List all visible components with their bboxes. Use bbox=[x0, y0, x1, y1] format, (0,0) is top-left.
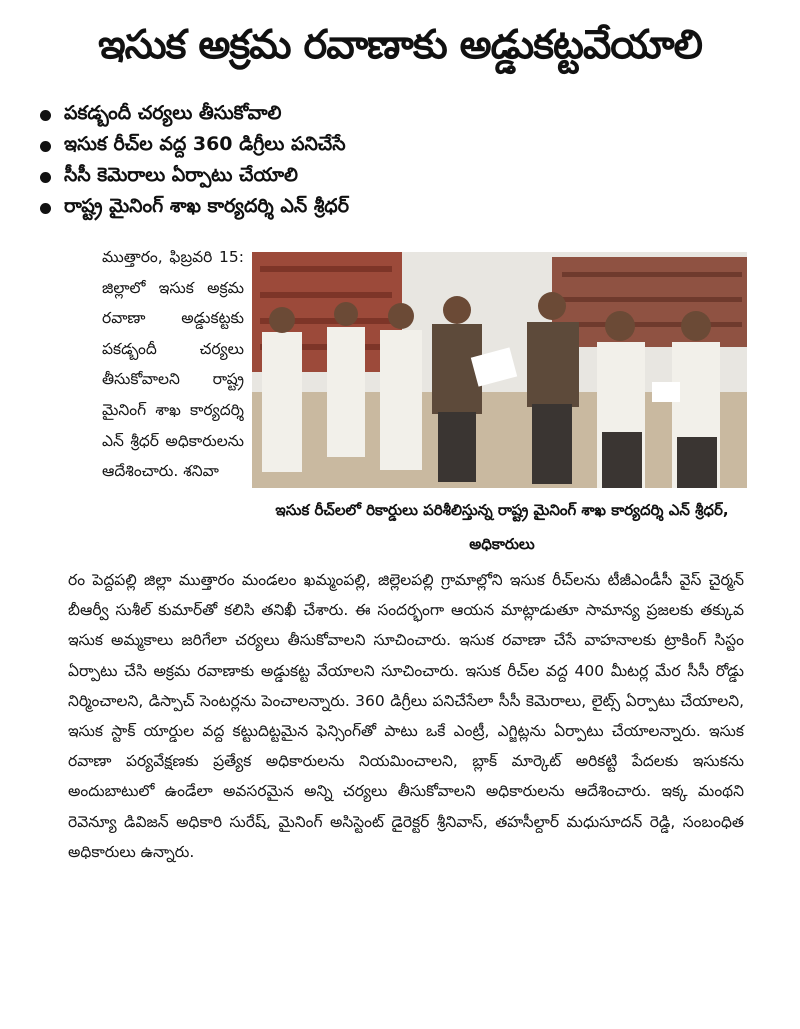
news-photo bbox=[252, 252, 747, 488]
highlight-text: ఇసుక రీచ్‌ల వద్ద 360 డిగ్రీలు పనిచేసే bbox=[64, 133, 346, 155]
highlight-item bbox=[40, 162, 760, 193]
article-lead: ముత్తారం, ఫిబ్రవరి 15: జిల్లాలో ఇసుక అక్రమ రవాణా అడ్డుకట్టకు పకడ్బందీ చర్యలు తీసుకోవాలని రాష్ట్ర మైనింగ్ శాఖ కార్యదర్శి ఎన్ శ్రీధర్ అధికారులను ఆదేశించారు. శనివా bbox=[102, 248, 244, 481]
bullet-icon bbox=[40, 203, 51, 214]
article-body-paragraph: రం పెద్దపల్లి జిల్లా ముత్తారం మండలం ఖమ్మంపల్లి, జిల్లెలపల్లి గ్రామాల్లోని ఇసుక రీచ్‌లను టీజీఎండీసీ వైస్ చైర్మన్ బీఆర్వీ సుశీల్ కుమార్‌తో కలిసి తనిఖీ చేశారు. ఈ సందర్భంగా ఆయన మాట్లాడుతూ సామాన్య ప్రజలకు తక్కువ ఇసుక అమ్మకాలు జరిగేలా చర్యలు తీసుకోవాలని సూచించారు. ఇసుక రవాణా చేసే వాహనాలకు ట్రాకింగ్ సిస్టం ఏర్పాటు చేసి అక్రమ రవాణాకు అడ్డుకట్ట వేయాలని సూచించారు. ఇసుక రీచ్‌ల వద్ద 400 మీటర్ల మేర సీసీ రోడ్డు నిర్మించాలని, డిస్పాచ్ సెంటర్లను పెంచాలన్నారు. 360 డిగ్రీలు పనిచేసేలా సీసీ కెమెరాలు, లైట్స్ ఏర్పాటు చేయాలని, ఇసుక స్టాక్ యార్డుల వద్ద కట్టుదిట్టమైన ఫెన్సింగ్‌తో పాటు ఒకే ఎంట్రీ, ఎగ్జిట్లను ఏర్పాటు చేయాలన్నారు. ఇసుక రవాణా పర్యవేక్షణకు ప్రత్యేక అధికారులను నియమించాలని, బ్లాక్ మార్కెట్ అరికట్టి పేదలకు ఇసుకను అందుబాటులో ఉండేలా అవసరమైన అన్ని చర్యలు తీసుకోవాలని అధికారులను ఆదేశించారు. ఇక్క మంథని రెవెన్యూ డివిజన్ అధికారి సురేష్, మైనింగ్ అసిస్టెంట్ డైరెక్టర్ శ్రీనివాస్, తహసీల్దార్ మధుసూదన్ రెడ్డి, సంబంధిత అధికారులు ఉన్నారు. bbox=[68, 571, 744, 861]
article-body bbox=[68, 565, 744, 867]
highlight-text: రాష్ట్ర మైనింగ్ శాఖ కార్యదర్శి ఎన్ శ్రీధర్ bbox=[64, 195, 349, 217]
bullet-icon bbox=[40, 110, 51, 121]
highlight-text: పకడ్బందీ చర్యలు తీసుకోవాలి bbox=[64, 102, 282, 124]
headline: ఇసుక అక్రమ రవాణాకు అడ్డుకట్టవేయాలి bbox=[98, 22, 702, 68]
photo-caption: ఇసుక రీచ్‌లలో రికార్డులు పరిశీలిస్తున్న రాష్ట్ర మైనింగ్ శాఖ కార్యదర్శి ఎన్ శ్రీధర్, అధికారులు bbox=[275, 501, 729, 553]
highlight-text: సీసీ కెమెరాలు ఏర్పాటు చేయాలి bbox=[64, 164, 298, 186]
inspection-scene-image bbox=[252, 252, 747, 488]
highlight-item bbox=[40, 131, 760, 162]
highlight-item bbox=[40, 100, 760, 131]
bullet-icon bbox=[40, 141, 51, 152]
bullet-icon bbox=[40, 172, 51, 183]
highlights-list bbox=[40, 100, 760, 224]
highlight-item bbox=[40, 193, 760, 224]
article-lead-column bbox=[68, 242, 244, 487]
